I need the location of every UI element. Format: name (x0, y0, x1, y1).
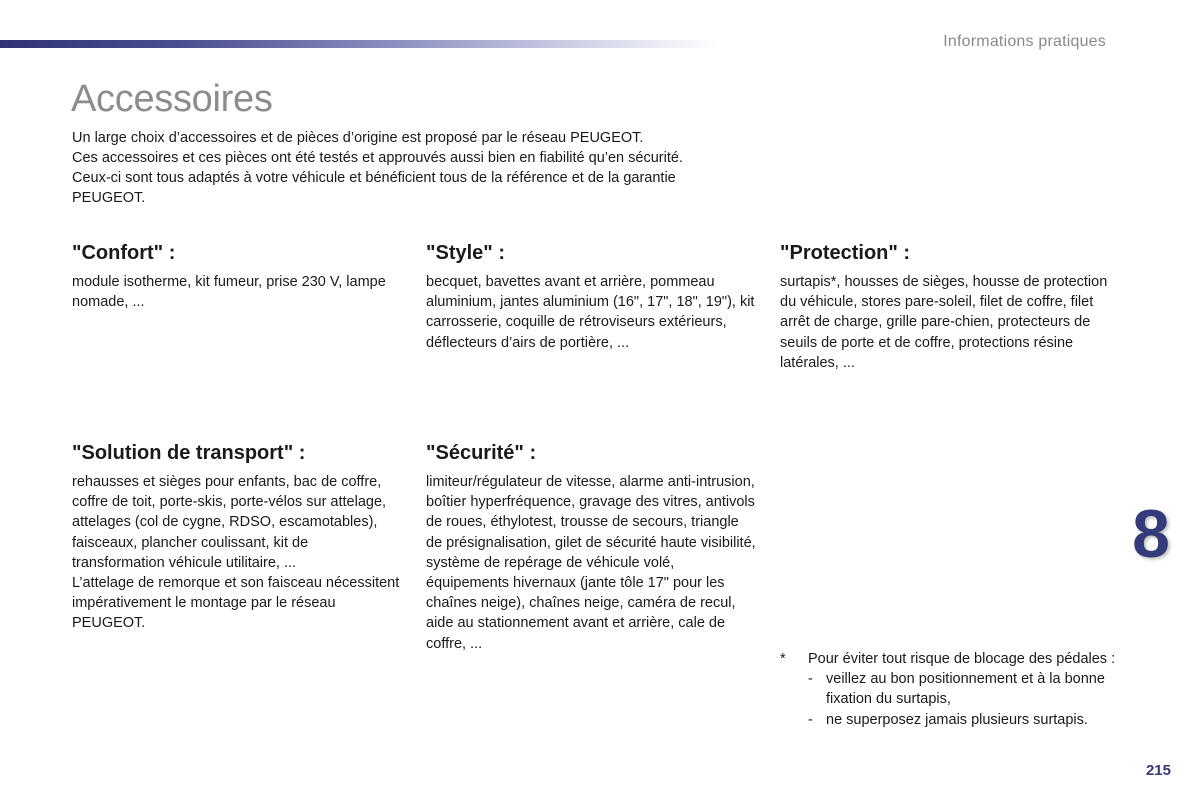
page-number: 215 (1145, 762, 1171, 779)
category-text: module isotherme, kit fumeur, prise 230 V, lampe nomade, ... (72, 274, 386, 311)
intro-paragraph (72, 128, 752, 208)
category-title: "Style" : (426, 242, 505, 264)
category-note: L’attelage de remorque et son faisceau nécessitent impérativement le montage par le réseau PEUGEOT. (72, 575, 400, 632)
footnote-item (808, 669, 1120, 709)
category-title: "Solution de transport" : (72, 442, 306, 464)
footnote-text: Pour éviter tout risque de blocage des pédales : (808, 651, 1116, 667)
intro-line: Ceux-ci sont tous adaptés à votre véhicule et bénéficient tous de la référence et de la garantie PEUGEOT. (72, 170, 676, 206)
category-confort (72, 240, 392, 312)
intro-line: Un large choix d’accessoires et de pièces d’origine est proposé par le réseau PEUGEOT. (72, 130, 644, 146)
category-text: surtapis*, housses de sièges, housse de protection du véhicule, stores pare-soleil, filet de coffre, filet arrêt de charge, grille pare-chien, protecteurs de seuils de porte et de coffre, protections résine latérales, ... (780, 274, 1108, 371)
section-header: Informations pratiques (943, 33, 1106, 50)
footnote-list (780, 669, 1120, 730)
category-securite (426, 440, 756, 654)
category-title: "Protection" : (780, 242, 911, 264)
footnote-item-text: ne superposez jamais plusieurs surtapis. (826, 711, 1088, 728)
category-style (426, 240, 756, 353)
category-title: "Sécurité" : (426, 442, 537, 464)
category-title: "Confort" : (72, 242, 176, 264)
footnote (780, 649, 1120, 730)
page-title: Accessoires (71, 78, 273, 120)
footnote-dash: - (808, 671, 813, 688)
footnote-dash: - (808, 711, 813, 728)
footnote-item-text: veillez au bon positionnement et à la bonne fixation du surtapis, (826, 671, 1105, 708)
header-decorative-bar (0, 40, 720, 48)
footnote-marker: * (780, 651, 786, 667)
intro-line: Ces accessoires et ces pièces ont été testés et approuvés aussi bien en fiabilité qu’en sécurité. (72, 150, 683, 166)
category-transport (72, 440, 402, 634)
footnote-item (808, 710, 1120, 730)
chapter-number: 8 (1132, 496, 1170, 572)
category-protection (780, 240, 1115, 373)
category-text: limiteur/régulateur de vitesse, alarme anti-intrusion, boîtier hyperfréquence, gravage des vitres, antivols de roues, éthylotest, trousse de secours, triangle de présignalisation, gilet de sécurité haute visibilité, système de repérage de véhicule volé, équipements hivernaux (jante tôle 17" pour les chaînes neige), chaînes neige, caméra de recul, aide au stationnement avant et arrière, cale de coffre, ... (426, 474, 756, 652)
category-text: rehausses et sièges pour enfants, bac de coffre, coffre de toit, porte-skis, porte-vélos sur attelage, attelages (col de cygne, RDSO, escamotables), faisceaux, plancher coulissant, kit de transformation véhicule utilitaire, ... (72, 474, 387, 571)
category-text: becquet, bavettes avant et arrière, pommeau aluminium, jantes aluminium (16", 17", 18", 19"), kit carrosserie, coquille de rétroviseurs extérieurs, déflecteurs d’airs de portière, ... (426, 274, 755, 351)
